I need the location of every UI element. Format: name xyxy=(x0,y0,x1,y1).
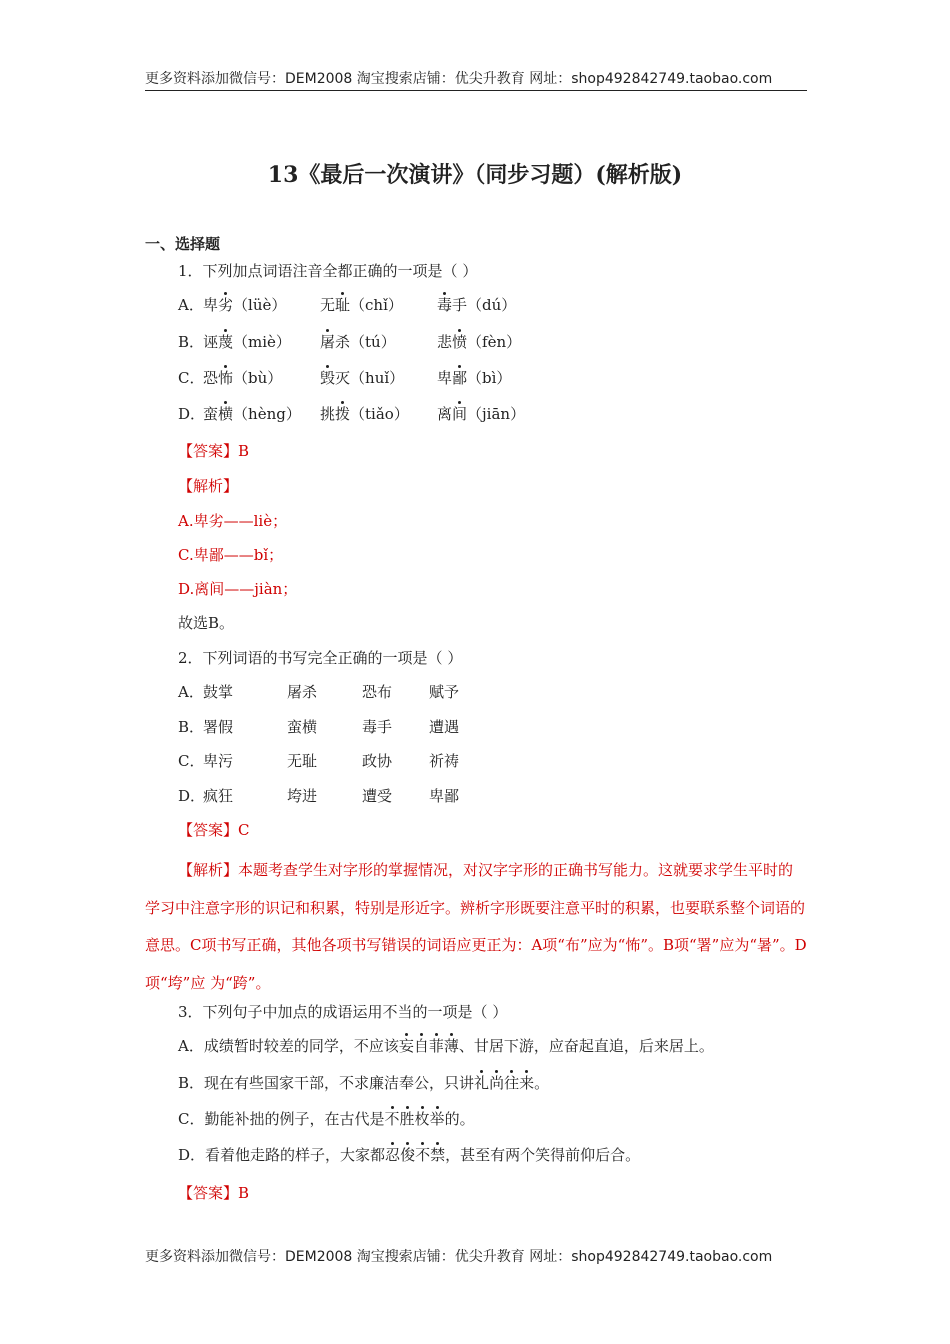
dotted-char: 俊 xyxy=(400,1146,416,1164)
pinyin: （hèng） xyxy=(233,405,301,423)
dotted-char: 胜 xyxy=(399,1110,415,1128)
pinyin: （miè） xyxy=(233,333,291,351)
q2-option-d xyxy=(178,785,460,806)
answer-label: 【答案】 xyxy=(178,821,239,839)
option-word xyxy=(320,331,396,352)
option-letter: B． xyxy=(178,333,205,351)
pinyin: （tiǎo） xyxy=(350,405,409,423)
word-char: 手 xyxy=(452,296,468,314)
pinyin: （tú） xyxy=(350,333,396,351)
pinyin: （huǐ） xyxy=(350,369,405,387)
option-word: 疯狂 xyxy=(203,787,234,805)
dotted-char: 耻 xyxy=(335,296,351,314)
word-char: 恐 xyxy=(203,369,219,387)
q3-option-d xyxy=(178,1144,640,1165)
dotted-char: 不 xyxy=(415,1146,431,1164)
dotted-idiom xyxy=(385,1110,445,1128)
word-char: 无 xyxy=(320,296,336,314)
q3-option-c xyxy=(178,1108,475,1129)
q1-stem: 1．下列加点词语注音全都正确的一项是（ ） xyxy=(178,262,478,280)
word-char: 蛮 xyxy=(203,405,219,423)
option-letter: B． xyxy=(178,718,205,736)
q3-option-b xyxy=(178,1072,549,1093)
pinyin: （jiān） xyxy=(467,405,526,423)
option-word xyxy=(437,294,516,315)
pinyin: （bù） xyxy=(233,369,283,387)
dotted-char: 怖 xyxy=(218,369,234,387)
dotted-char: 愤 xyxy=(452,333,468,351)
word-char: 诬 xyxy=(203,333,219,351)
option-word xyxy=(320,367,404,388)
option-word: 卑鄙 xyxy=(429,787,460,805)
q3-stem: 3．下列句子中加点的成语运用不当的一项是（ ） xyxy=(178,1003,508,1021)
dotted-char: 往 xyxy=(504,1074,520,1092)
option-word xyxy=(203,367,282,388)
q1-analysis-line: C.卑鄙——bǐ； xyxy=(178,546,284,564)
option-word: 毒手 xyxy=(362,718,393,736)
dotted-char: 枚 xyxy=(414,1110,430,1128)
answer-value: B xyxy=(238,442,250,460)
dotted-idiom xyxy=(399,1037,459,1055)
dotted-char: 礼 xyxy=(474,1074,490,1092)
section-heading: 一、选择题 xyxy=(145,235,221,253)
dotted-idiom xyxy=(385,1146,445,1164)
option-letter: A． xyxy=(178,296,204,314)
sentence-text: 、甘居下游，应奋起直追，后来居上。 xyxy=(458,1037,714,1055)
option-word: 赋予 xyxy=(429,683,460,701)
option-word xyxy=(320,294,403,315)
dotted-char: 来 xyxy=(519,1074,535,1092)
dotted-char: 蔑 xyxy=(218,333,234,351)
dotted-char: 禁 xyxy=(430,1146,446,1164)
option-letter: B． xyxy=(178,1074,205,1092)
dotted-char: 拨 xyxy=(335,405,351,423)
option-word xyxy=(203,331,291,352)
q1-conclusion: 故选B。 xyxy=(178,614,235,632)
option-word: 遭受 xyxy=(362,787,393,805)
q1-answer xyxy=(178,440,249,461)
dotted-char: 自 xyxy=(413,1037,429,1055)
pinyin: （fèn） xyxy=(467,333,522,351)
dotted-char: 不 xyxy=(384,1110,400,1128)
dotted-idiom xyxy=(474,1074,534,1092)
q2-option-a xyxy=(178,681,460,702)
analysis-label: 【解析】 xyxy=(178,861,239,879)
sentence-text: 勤能补拙的例子，在古代是 xyxy=(204,1110,385,1128)
pinyin: （dú） xyxy=(467,296,517,314)
q2-answer xyxy=(178,819,250,840)
q2-option-b xyxy=(178,716,460,737)
answer-value: C xyxy=(238,821,250,839)
sentence-text: 的。 xyxy=(444,1110,475,1128)
q2-stem: 2．下列词语的书写完全正确的一项是（ ） xyxy=(178,649,463,667)
dotted-char: 横 xyxy=(218,405,234,423)
option-word: 卑污 xyxy=(203,752,234,770)
option-word xyxy=(203,294,286,315)
analysis-text: 本题考查学生对字形的掌握情况，对汉字字形的正确书写能力。这就要求学生平时的学习中注意字形的识记和积累，特别是形近字。辨析字形既要注意平时的积累，也要联系整个词语的意思。C项书写正确，其他各项书写错误的词语应更正为：A项“布”应为“怖”。B项“署”应为“暑”。D项“垮”应 为“跨”。 xyxy=(145,861,807,992)
word-char: 灭 xyxy=(335,369,351,387)
option-word: 祈祷 xyxy=(429,752,460,770)
q3-option-a xyxy=(178,1035,714,1056)
pinyin: （bì） xyxy=(467,369,512,387)
option-letter: D． xyxy=(178,405,206,423)
dotted-char: 举 xyxy=(429,1110,445,1128)
option-word: 遭遇 xyxy=(429,718,460,736)
option-word: 垮进 xyxy=(287,787,318,805)
q2-option-c xyxy=(178,750,460,771)
option-word: 无耻 xyxy=(287,752,318,770)
word-char: 悲 xyxy=(437,333,453,351)
page-title: 13《最后一次演讲》（同步习题）(解析版) xyxy=(267,162,683,188)
option-word: 鼓掌 xyxy=(203,683,234,701)
dotted-char: 屠 xyxy=(320,333,336,351)
word-char: 离 xyxy=(437,405,453,423)
pinyin: （lüè） xyxy=(233,296,287,314)
option-word: 恐布 xyxy=(362,683,393,701)
sentence-text: 现在有些国家干部，不求廉洁奉公，只讲 xyxy=(204,1074,475,1092)
option-letter: C． xyxy=(178,752,205,770)
answer-label: 【答案】 xyxy=(178,1184,239,1202)
page-header: 更多资料添加微信号：DEM2008 淘宝搜索店铺：优尖升教育 网址：shop492842749.taobao.com xyxy=(145,68,807,91)
answer-label: 【答案】 xyxy=(178,442,239,460)
q1-option-c xyxy=(178,367,512,388)
option-letter: A． xyxy=(178,1037,204,1055)
q1-option-a xyxy=(178,294,517,315)
option-letter: C． xyxy=(178,369,205,387)
option-word xyxy=(437,367,511,388)
pinyin: （chǐ） xyxy=(350,296,403,314)
option-letter: A． xyxy=(178,683,204,701)
dotted-char: 鄙 xyxy=(452,369,468,387)
dotted-char: 薄 xyxy=(443,1037,459,1055)
dotted-char: 忍 xyxy=(385,1146,401,1164)
dotted-char: 菲 xyxy=(428,1037,444,1055)
option-letter: C． xyxy=(178,1110,205,1128)
word-char: 杀 xyxy=(335,333,351,351)
option-word xyxy=(203,403,301,424)
dotted-char: 毒 xyxy=(437,296,453,314)
q1-option-b xyxy=(178,331,522,352)
q1-option-d xyxy=(178,403,526,424)
q1-analysis-line: A.卑劣——liè； xyxy=(178,512,288,530)
word-char: 卑 xyxy=(203,296,219,314)
option-word xyxy=(437,403,525,424)
dotted-char: 妄 xyxy=(398,1037,414,1055)
option-word: 政协 xyxy=(362,752,393,770)
sentence-text: 。 xyxy=(534,1074,550,1092)
dotted-char: 尚 xyxy=(489,1074,505,1092)
option-word xyxy=(437,331,521,352)
option-word: 署假 xyxy=(203,718,234,736)
option-letter: D． xyxy=(178,1146,206,1164)
dotted-char: 间 xyxy=(452,405,468,423)
sentence-text: 成绩暂时较差的同学，不应该 xyxy=(203,1037,399,1055)
q2-analysis xyxy=(145,852,807,1002)
word-char: 卑 xyxy=(437,369,453,387)
dotted-char: 劣 xyxy=(218,296,234,314)
dotted-char: 毁 xyxy=(320,369,336,387)
sentence-text: 看着他走路的样子，大家都 xyxy=(205,1146,386,1164)
option-word: 屠杀 xyxy=(287,683,318,701)
option-letter: D． xyxy=(178,787,206,805)
option-word xyxy=(320,403,409,424)
page-footer: 更多资料添加微信号：DEM2008 淘宝搜索店铺：优尖升教育 网址：shop492842749.taobao.com xyxy=(145,1249,773,1265)
q1-analysis-label: 【解析】 xyxy=(178,477,239,495)
answer-value: B xyxy=(238,1184,250,1202)
sentence-text: ，甚至有两个笑得前仰后合。 xyxy=(445,1146,641,1164)
option-word: 蛮横 xyxy=(287,718,318,736)
q3-answer xyxy=(178,1182,249,1203)
q1-analysis-line: D.离间——jiàn； xyxy=(178,580,298,598)
word-char: 挑 xyxy=(320,405,336,423)
